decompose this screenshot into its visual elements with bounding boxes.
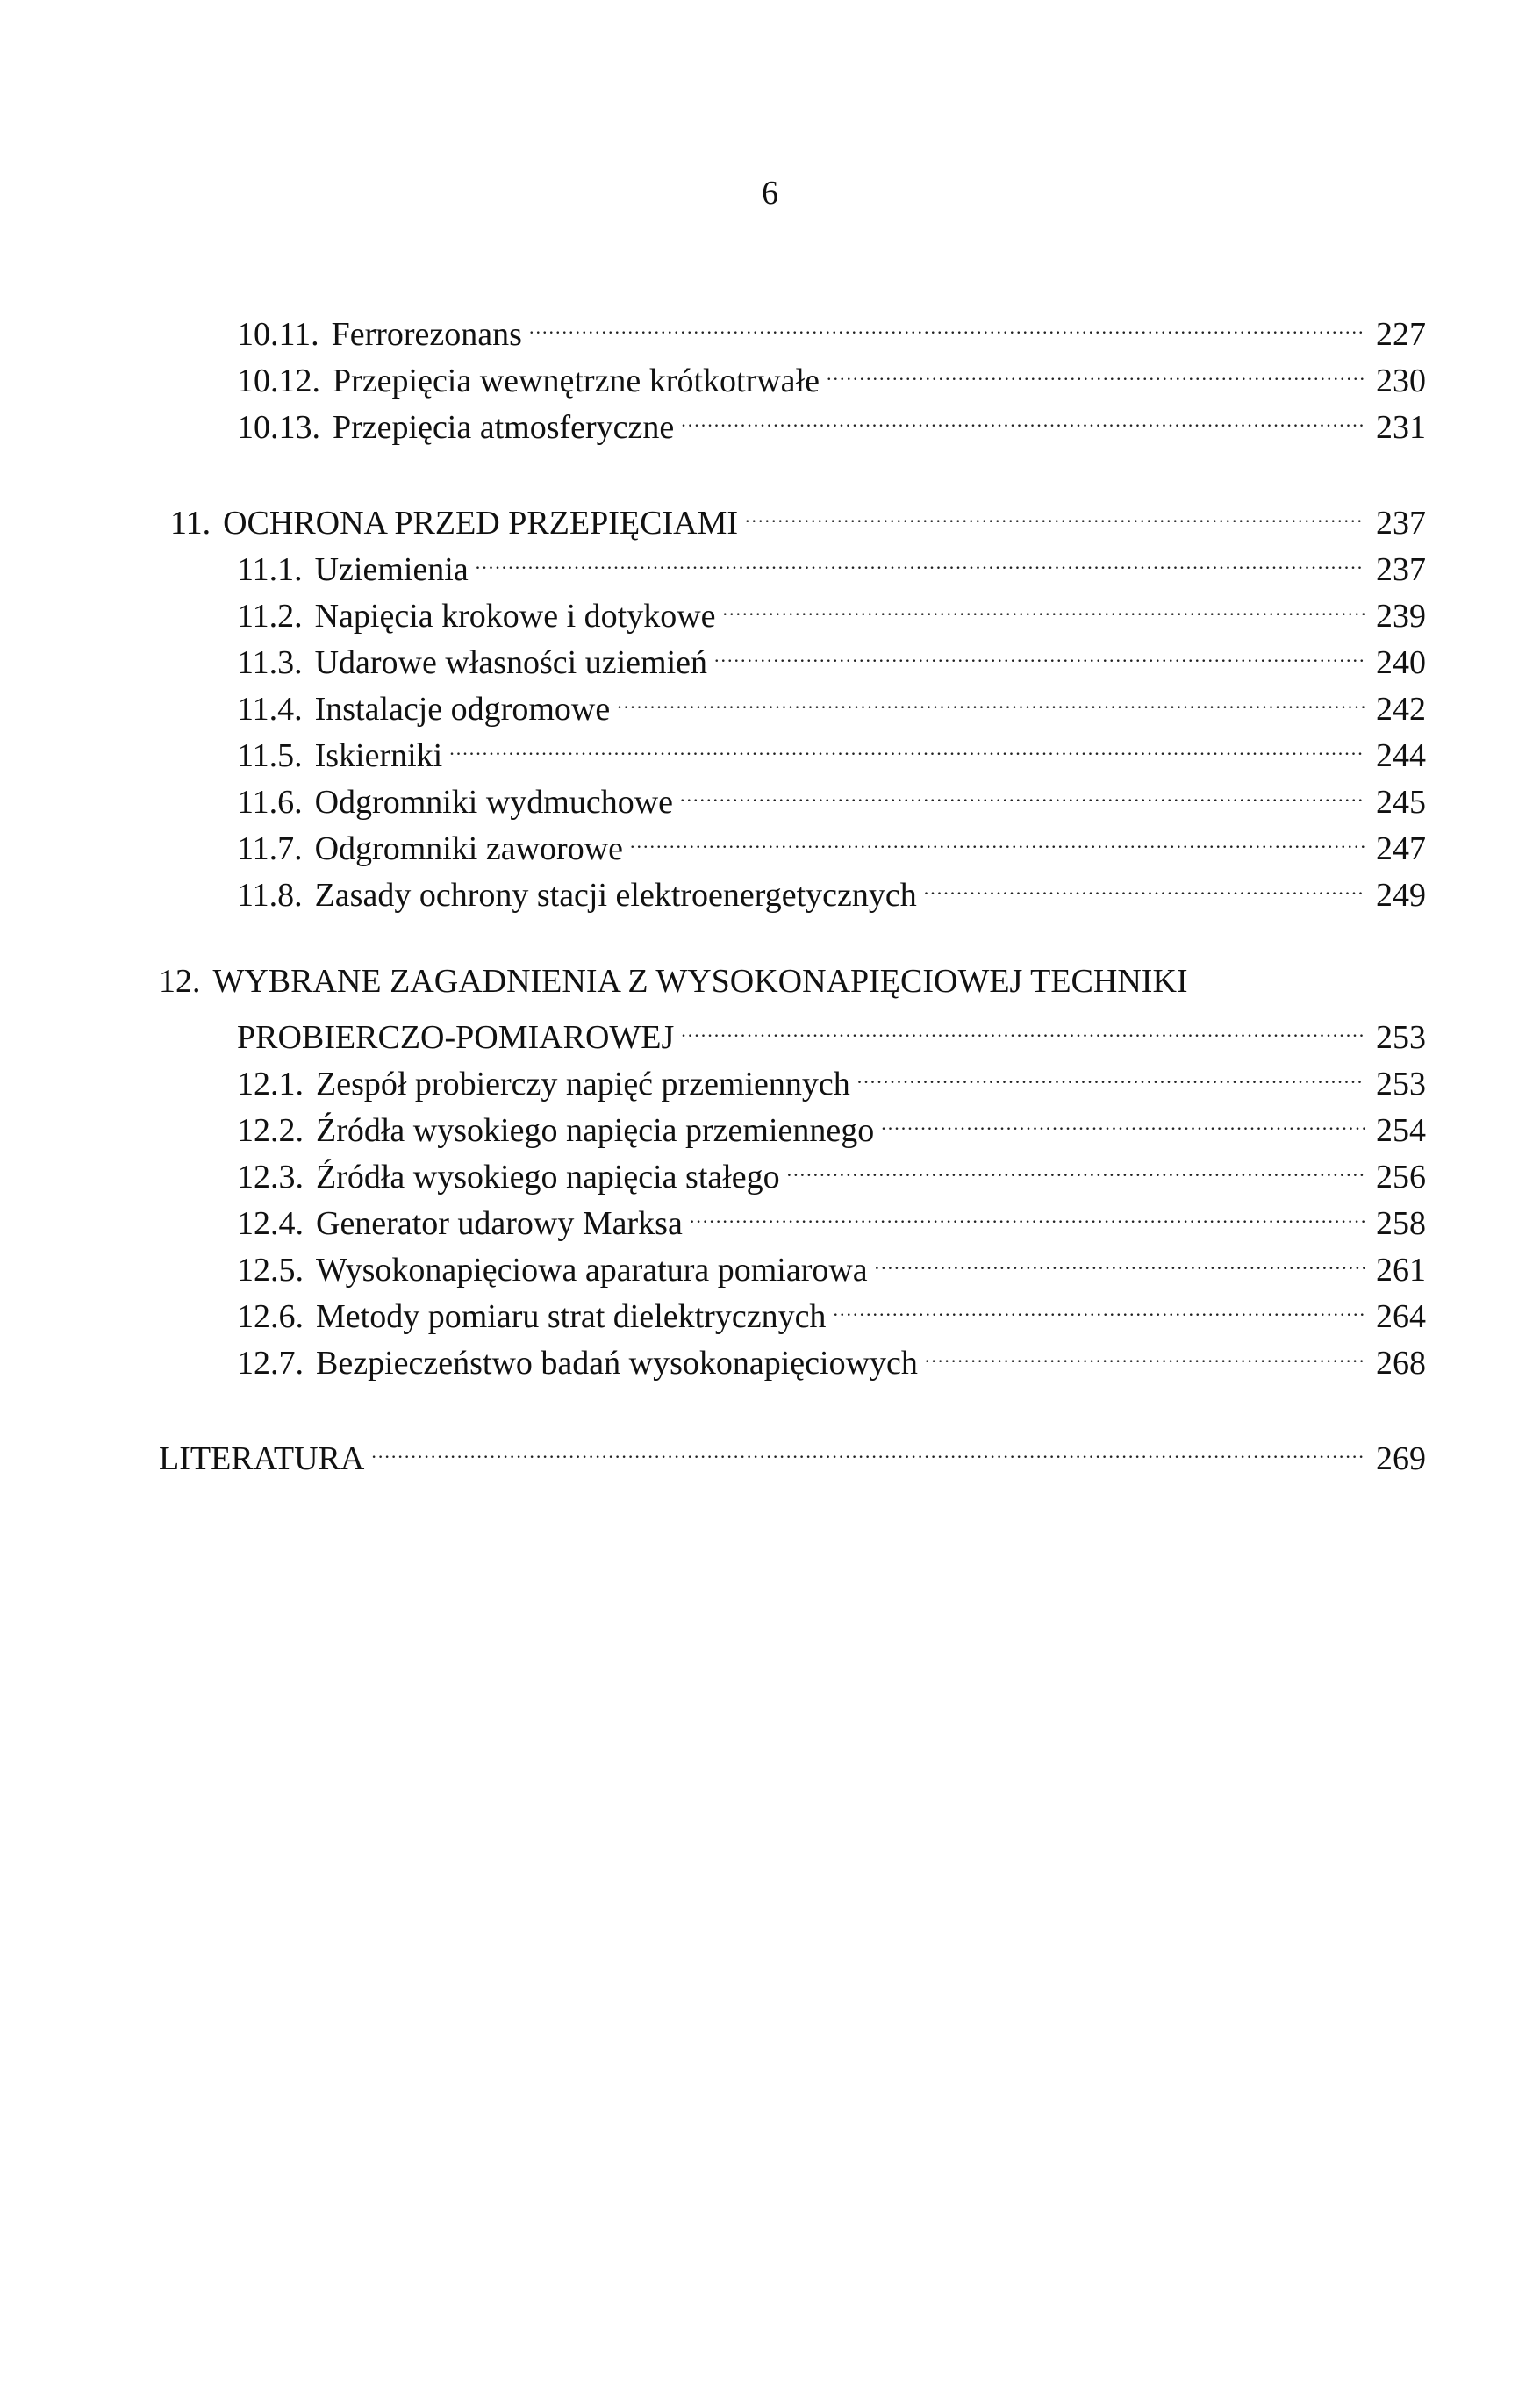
toc-entry-11-2 [237, 586, 1426, 636]
toc-entry-number: 11.4. [237, 691, 303, 728]
toc-entry-title: Udarowe własności uziemień [314, 644, 708, 681]
toc-entry-12-2 [237, 1101, 1426, 1151]
dot-leader [449, 726, 1365, 766]
toc-chapter-number: 12. [159, 963, 201, 1000]
toc-entry-title: Napięcia krokowe i dotykowe [314, 598, 716, 635]
toc-entry-number: 12.7. [237, 1345, 304, 1382]
toc-entry-page: 245 [1376, 784, 1426, 821]
toc-entry-10-12 [237, 351, 1426, 401]
toc-entry-title: Źródła wysokiego napięcia stałego [316, 1159, 780, 1196]
toc-entry-number: 11.2. [237, 598, 303, 635]
toc-entry-title: Ferrorezonans [331, 316, 522, 353]
toc-entry-page: 264 [1376, 1298, 1426, 1335]
toc-entry-page: 244 [1376, 737, 1426, 774]
toc-entry-title: Bezpieczeństwo badań wysokonapięciowych [316, 1345, 918, 1382]
toc-entry-12-4 [237, 1194, 1426, 1244]
dot-leader [681, 398, 1365, 438]
toc-entry-number: 10.12. [237, 363, 320, 399]
dot-leader [723, 586, 1365, 627]
toc-entry-number: 11.6. [237, 784, 303, 821]
toc-entry-11-6 [237, 772, 1426, 822]
toc-entry-11-1 [237, 540, 1426, 590]
toc-entry-page: 258 [1376, 1205, 1426, 1242]
dot-leader [924, 865, 1365, 906]
toc-chapter-page: 253 [1376, 1019, 1426, 1056]
toc-entry-page: 242 [1376, 691, 1426, 728]
toc-entry-title: Przepięcia wewnętrzne krótkotrwałe [333, 363, 820, 399]
toc-entry-page: 268 [1376, 1345, 1426, 1382]
dot-leader [617, 679, 1365, 720]
toc-literature-page: 269 [1376, 1440, 1426, 1477]
dot-leader [630, 819, 1365, 859]
dot-leader [529, 305, 1365, 345]
dot-leader [833, 1287, 1365, 1327]
toc-entry-number: 12.6. [237, 1298, 304, 1335]
toc-entry-number: 12.2. [237, 1112, 304, 1149]
toc-entry-number: 10.11. [237, 316, 319, 353]
toc-entry-title: Odgromniki wydmuchowe [314, 784, 674, 821]
toc-entry-page: 240 [1376, 644, 1426, 681]
toc-entry-number: 12.1. [237, 1066, 304, 1102]
toc-entry-11-8 [237, 865, 1426, 916]
dot-leader [690, 1194, 1365, 1234]
dot-leader [680, 772, 1365, 813]
toc-entry-title: Generator udarowy Marksa [316, 1205, 683, 1242]
toc-entry-page: 261 [1376, 1252, 1426, 1289]
page-number: 6 [762, 175, 778, 212]
toc-entry-page: 231 [1376, 409, 1426, 446]
toc-entry-number: 11.5. [237, 737, 303, 774]
toc-chapter-number: 11. [170, 505, 211, 542]
dot-leader [875, 1240, 1365, 1281]
dot-leader [714, 633, 1365, 673]
dot-leader [476, 540, 1365, 580]
toc-entry-title: Zasady ochrony stacji elektroenergetycznych [314, 877, 917, 914]
toc-entry-number: 12.4. [237, 1205, 304, 1242]
toc-entry-page: 237 [1376, 551, 1426, 588]
dot-leader [857, 1054, 1365, 1095]
toc-entry-title: Metody pomiaru strat dielektrycznych [316, 1298, 827, 1335]
toc-entry-page: 239 [1376, 598, 1426, 635]
toc-entry-page: 256 [1376, 1159, 1426, 1196]
toc-literature [159, 1429, 1426, 1479]
toc-chapter-title: OCHRONA PRZED PRZEPIĘCIAMI [223, 505, 739, 542]
toc-entry-11-3 [237, 633, 1426, 683]
toc-chapter-12-line2 [237, 1008, 1426, 1058]
toc-entry-page: 247 [1376, 830, 1426, 867]
toc-chapter-11 [170, 493, 1426, 543]
toc-entry-number: 11.7. [237, 830, 303, 867]
toc-entry-page: 249 [1376, 877, 1426, 914]
toc-entry-page: 227 [1376, 316, 1426, 353]
toc-entry-page: 254 [1376, 1112, 1426, 1149]
dot-leader [681, 1008, 1365, 1048]
toc-entry-title: Instalacje odgromowe [314, 691, 611, 728]
dot-leader [827, 351, 1365, 391]
toc-entry-12-1 [237, 1054, 1426, 1104]
toc-entry-11-4 [237, 679, 1426, 729]
toc-entry-title: Uziemienia [314, 551, 469, 588]
toc-chapter-title-continued: PROBIERCZO-POMIAROWEJ [237, 1019, 675, 1056]
toc-entry-page: 230 [1376, 363, 1426, 399]
toc-literature-title: LITERATURA [159, 1440, 365, 1477]
toc-entry-12-3 [237, 1147, 1426, 1197]
toc-entry-10-13 [237, 398, 1426, 448]
toc-chapter-12-line1 [159, 961, 1188, 1002]
toc-entry-title: Wysokonapięciowa aparatura pomiarowa [316, 1252, 868, 1289]
toc-chapter-page: 237 [1376, 505, 1426, 542]
toc-entry-title: Zespół probierczy napięć przemiennych [316, 1066, 850, 1102]
dot-leader [371, 1429, 1365, 1469]
toc-entry-title: Iskierniki [314, 737, 443, 774]
toc-entry-title: Źródła wysokiego napięcia przemiennego [316, 1112, 875, 1149]
toc-chapter-title: WYBRANE ZAGADNIENIA Z WYSOKONAPIĘCIOWEJ TECHNIKI [212, 963, 1188, 1000]
toc-entry-title: Przepięcia atmosferyczne [333, 409, 675, 446]
toc-entry-number: 10.13. [237, 409, 320, 446]
toc-entry-number: 12.3. [237, 1159, 304, 1196]
dot-leader [745, 493, 1365, 534]
toc-entry-11-7 [237, 819, 1426, 869]
dot-leader [881, 1101, 1365, 1141]
toc-entry-number: 11.3. [237, 644, 303, 681]
toc-entry-12-6 [237, 1287, 1426, 1337]
toc-entry-number: 12.5. [237, 1252, 304, 1289]
dot-leader [925, 1333, 1365, 1374]
toc-entry-page: 253 [1376, 1066, 1426, 1102]
toc-entry-title: Odgromniki zaworowe [314, 830, 624, 867]
toc-entry-12-5 [237, 1240, 1426, 1290]
toc-entry-number: 11.1. [237, 551, 303, 588]
toc-entry-11-5 [237, 726, 1426, 776]
toc-entry-12-7 [237, 1333, 1426, 1383]
toc-entry-10-11 [237, 305, 1426, 355]
dot-leader [787, 1147, 1365, 1188]
toc-entry-number: 11.8. [237, 877, 303, 914]
